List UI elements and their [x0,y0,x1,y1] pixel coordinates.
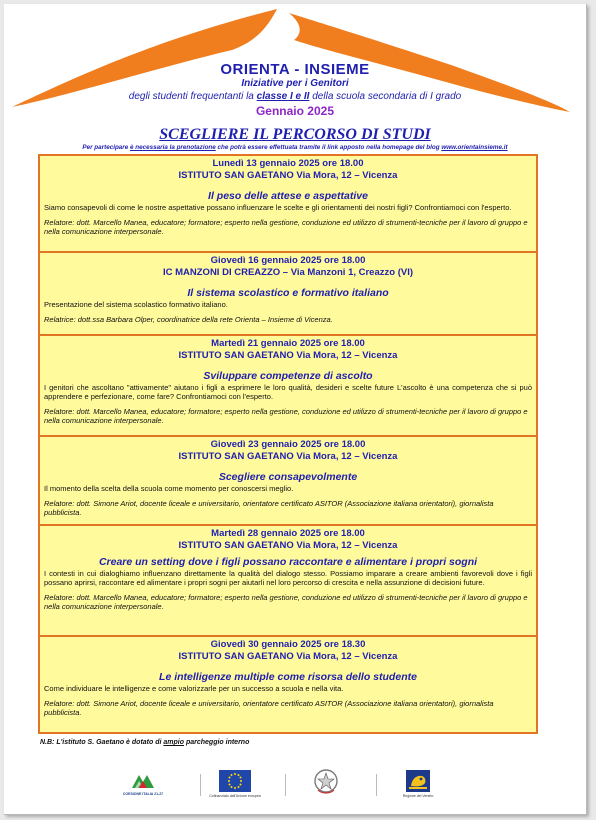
event-topic: Creare un setting dove i figli possano raccontare e alimentare i propri sogni [98,556,478,568]
event-venue: ISTITUTO SAN GAETANO Via Mora, 12 – Vicenza [178,350,398,361]
event-topic: Il peso delle attese e aspettative [208,190,368,202]
blog-link[interactable]: www.orientainsieme.it [441,144,508,151]
event-description: I genitori che ascoltano "attivamente" aiutano i figli a esprimere le loro qualità, desideri e scelte future L'ascolto è una competenza che si può apprendere e perfezionare, come fare? Confrontiamoci con l'esperto. [44,383,532,401]
veneto-label: Regione del Veneto [402,794,434,798]
events-table [38,154,538,734]
event-speaker: Relatore: dott. Simone Ariot, docente liceale e universitario, orientatore certificato ASITOR (Associazione italiana orientatori), giornalista pubblicista. [44,499,494,517]
event-topic: Scegliere consapevolmente [218,471,358,483]
event-date: Martedì 28 gennaio 2025 ore 18.00 [211,528,365,539]
event-date: Lunedì 13 gennaio 2025 ore 18.00 [212,158,364,169]
event-venue: ISTITUTO SAN GAETANO Via Mora, 12 – Vicenza [178,170,398,181]
event-speaker: Relatore: dott. Simone Ariot, docente liceale e universitario, orientatore certificato ASITOR (Associazione italiana orientatori), giornalista pubblicista. [44,699,494,717]
event-description: Siamo consapevoli di come le nostre aspettative possano influenzare le scelte e gli orientamenti dei nostri figli? Confrontiamoci con l'esperto. [44,203,512,212]
event-date: Martedì 21 gennaio 2025 ore 18.00 [211,338,365,349]
event-box [40,437,536,526]
event-description: Presentazione del sistema scolastico formativo italiano. [44,300,228,309]
event-box [40,526,536,637]
event-topic: Le intelligenze multiple come risorsa dello studente [159,671,417,683]
logo-divider [285,774,286,796]
audience-line: degli studenti frequentanti la classe I e II della scuola secondaria di I grado [128,91,462,102]
flyer-page [4,4,587,815]
coesione-italia-logo [130,772,156,790]
event-description: Il momento della scelta della scuola come momento per conoscersi meglio. [44,484,294,493]
event-venue: ISTITUTO SAN GAETANO Via Mora, 12 – Vicenza [178,451,398,462]
event-venue: ISTITUTO SAN GAETANO Via Mora, 12 – Vicenza [178,651,398,662]
event-description: Come individuare le intelligenze e come valorizzarle per un successo a scuola e nella vita. [44,684,344,693]
event-date: Giovedì 23 gennaio 2025 ore 18.00 [210,439,366,450]
event-box [40,336,536,437]
event-box [40,253,536,336]
event-venue: IC MANZONI DI CREAZZO – Via Manzoni 1, Creazzo (VI) [162,267,413,278]
subtitle: Iniziative per i Genitori [241,78,349,89]
coesione-label: COESIONE ITALIA 21-27 [122,792,164,796]
event-box [40,637,536,732]
eu-flag-logo [219,770,251,792]
main-heading: SCEGLIERE IL PERCORSO DI STUDI [159,126,431,143]
sponsor-logos [4,762,586,812]
event-description: I contesti in cui dialoghiamo influenzano direttamente la qualità del dialogo stesso. Possiamo imparare a creare ambienti favorevoli dove i figli possano aprirsi, raccontare ed alimentare i propri sogni per aiutarli nel loro percorso di crescita e nella assunzione di decisioni future. [44,569,532,587]
regione-veneto-logo [406,770,430,792]
booking-note: Per partecipare è necessaria la prenotazione che potrà essere effettuata tramite il link apposto nella homepage del blog www.orientainsieme.it [82,144,508,151]
audience-classes: classe I e II [256,91,310,102]
page-title: ORIENTA - INSIEME [220,61,370,78]
logo-divider [376,774,377,796]
event-speaker: Relatore: dott. Marcello Manea, educatore; formatore; esperto nella gestione, conduzione ed utilizzo di strumenti-tecniche per il lavoro di gruppo e nella comunicazione interpersonale. [44,218,528,236]
logo-divider [200,774,201,796]
event-speaker: Relatrice: dott.ssa Barbara Olper, coordinatrice della rete Orienta – Insieme di Vicenza. [44,315,333,324]
eu-label: Cofinanziato dall'Unione europea [209,794,261,798]
parking-note: N.B: L'istituto S. Gaetano è dotato di ampio parcheggio interno [40,739,250,746]
event-topic: Il sistema scolastico e formativo italiano [187,287,389,299]
event-date: Giovedì 30 gennaio 2025 ore 18.30 [210,639,366,650]
event-speaker: Relatore: dott. Marcello Manea, educatore; formatore; esperto nella gestione, conduzione ed utilizzo di strumenti-tecniche per il lavoro di gruppo e nella comunicazione interpersonale. [44,407,528,425]
event-date: Giovedì 16 gennaio 2025 ore 18.00 [210,255,366,266]
event-topic: Sviluppare competenze di ascolto [203,370,373,382]
period-label: Gennaio 2025 [255,104,335,118]
event-speaker: Relatore: dott. Marcello Manea, educatore; formatore; esperto nella gestione, conduzione ed utilizzo di strumenti-tecniche per il lavoro di gruppo e nella comunicazione interpersonale. [44,593,528,611]
italian-republic-emblem [313,768,339,796]
event-venue: ISTITUTO SAN GAETANO Via Mora, 12 – Vicenza [178,540,398,551]
event-box [40,156,536,253]
